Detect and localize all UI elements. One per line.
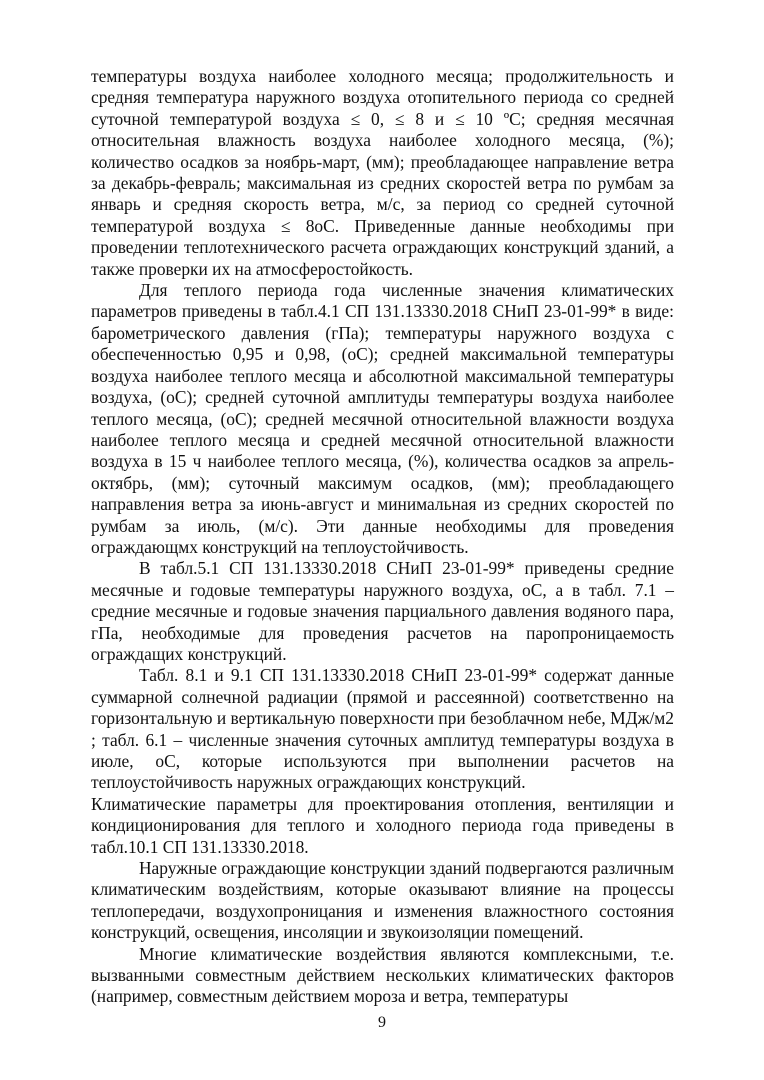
body-text	[91, 66, 674, 1008]
paragraph-6: Наружные ограждающие конструкции зданий подвергаются различным климатическим воздействиям, которые оказывают влияние на процессы теплопередачи, воздухопроницания и изменения влажностного состояния конструкций, освещения, инсоляции и звукоизоляции помещений.	[91, 858, 674, 943]
paragraph-2: Для теплого периода года численные значения климатических параметров приведены в табл.4.1 СП 131.13330.2018 СНиП 23-01-99* в виде: барометрического давления (гПа); температуры наружного воздуха с обеспеченностью 0,95 и 0,98, (оС); средней максимальной температуры воздуха наиболее теплого месяца и абсолютной максимальной температуры воздуха, (оС); средней суточной амплитуды температуры воздуха наиболее теплого месяца, (оС); средней месячной относительной влажности воздуха наиболее теплого месяца и средней месячной относительной влажности воздуха в 15 ч наиболее теплого месяца, (%), количества осадков за апрель-октябрь, (мм); суточный максимум осадков, (мм); преобладающего направления ветра за июнь-август и минимальная из средних скоростей по румбам за июль, (м/с). Эти данные необходимы для проведения ограждающмх конструкций на теплоустойчивость.	[91, 280, 674, 557]
paragraph-7: Многие климатические воздействия являются комплексными, т.е. вызванными совместным действием нескольких климатических факторов (например, совместным действием мороза и ветра, температуры	[91, 943, 674, 1007]
paragraph-4: Табл. 8.1 и 9.1 СП 131.13330.2018 СНиП 23-01-99* содержат данные суммарной солнечной радиации (прямой и рассеянной) соответственно на горизонтальную и вертикальную поверхности при безоблачном небе, МДж/м2 ; табл. 6.1 – численные значения суточных амплитуд температуры воздуха в июле, оС, которые используются при выполнении расчетов на теплоустойчивость наружных ограждающих конструкций.	[91, 665, 674, 793]
paragraph-1: температуры воздуха наиболее холодного месяца; продолжительность и средняя температура наружного воздуха отопительного периода со средней суточной температурой воздуха ≤ 0, ≤ 8 и ≤ 10 ºС; средняя месячная относительная влажность воздуха наиболее холодного месяца, (%); количество осадков за ноябрь-март, (мм); преобладающее направление ветра за декабрь-февраль; максимальная из средних скоростей ветра по румбам за январь и средняя скорость ветра, м/с, за период со средней суточной температурой воздуха ≤ 8оС. Приведенные данные необходимы при проведении теплотехнического расчета ограждающих конструкций зданий, а также проверки их на атмосферостойкость.	[91, 66, 674, 279]
paragraph-3: В табл.5.1 СП 131.13330.2018 СНиП 23-01-99* приведены средние месячные и годовые температуры наружного воздуха, оС, а в табл. 7.1 – средние месячные и годовые значения парциального давления водяного пара, гПа, необходимые для проведения расчетов на паропроницаемость ограждащих конструкций.	[91, 558, 674, 664]
page-number: 9	[378, 1014, 386, 1031]
paragraph-5: Климатические параметры для проектирования отопления, вентиляции и кондиционирования для теплого и холодного периода года приведены в табл.10.1 СП 131.13330.2018.	[91, 793, 674, 857]
